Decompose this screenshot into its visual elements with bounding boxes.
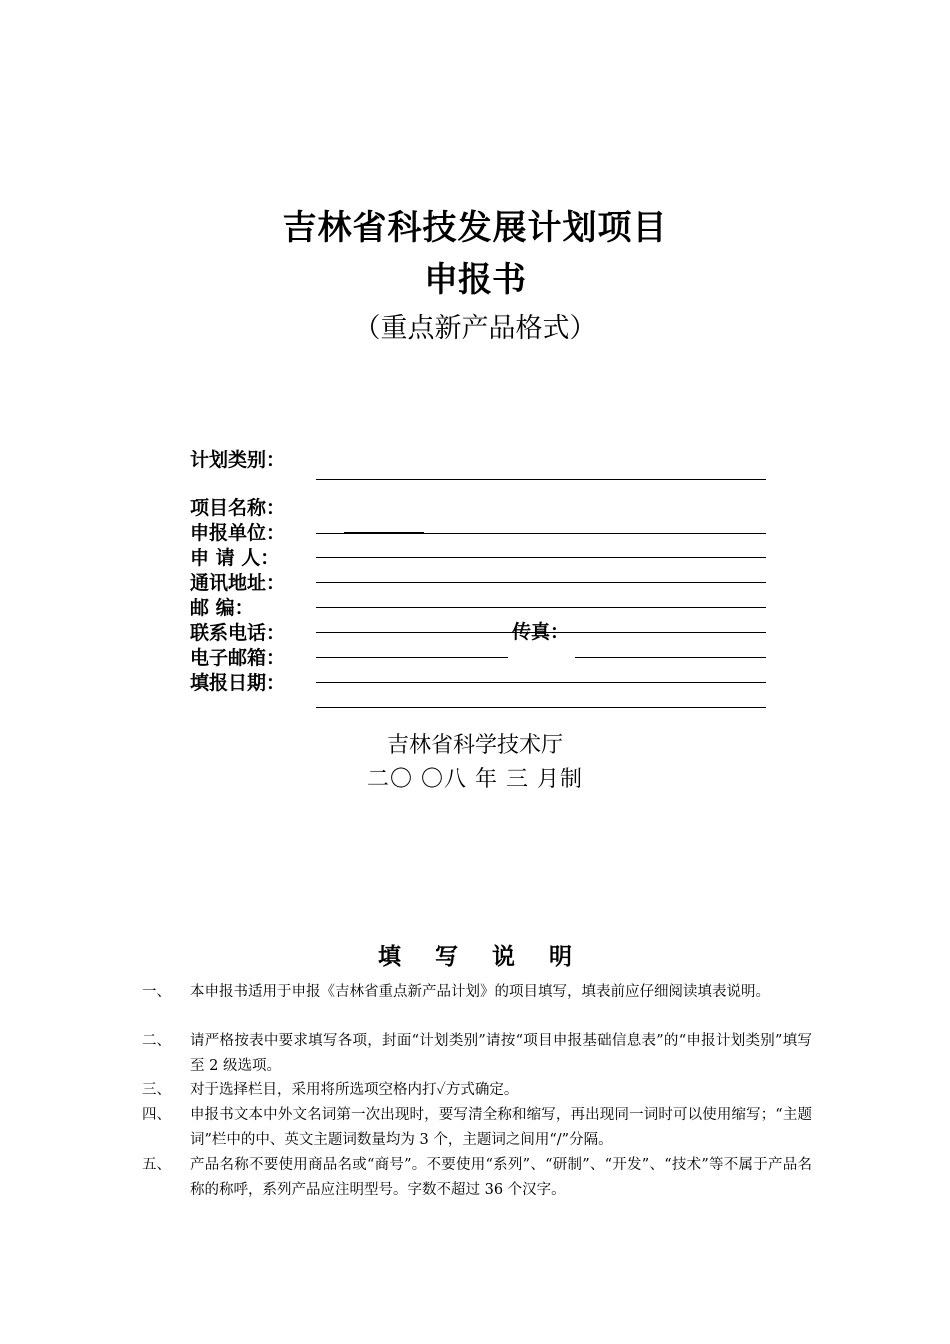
applicant-line[interactable]	[316, 582, 766, 583]
project-name-line[interactable]	[316, 533, 766, 534]
applicant-label: 申 请 人：	[190, 547, 280, 569]
postcode-label: 邮 编：	[190, 597, 254, 619]
project-name-label: 项目名称：	[190, 497, 286, 519]
instruction-item	[142, 1029, 812, 1079]
address-label: 通讯地址：	[190, 572, 286, 594]
issuer-org: 吉林省科学技术厅	[386, 733, 563, 758]
instruction-item	[142, 1153, 812, 1203]
applicant-unit-label: 申报单位：	[190, 522, 286, 544]
cover-format-note: （重点新产品格式）	[353, 313, 597, 344]
instruction-number: 五、	[142, 1157, 171, 1173]
instruction-item	[142, 1078, 812, 1103]
issue-date: 二〇 〇八 年 三 月制	[367, 767, 583, 792]
email-label: 电子邮箱：	[190, 647, 286, 669]
applicant-unit-line[interactable]	[316, 557, 766, 558]
instruction-item	[142, 1103, 812, 1153]
instruction-item	[142, 980, 812, 1005]
cover-title: 吉林省科技发展计划项目	[282, 208, 668, 248]
instruction-text: 请严格按表中要求填写各项，封面“计划类别”请按“项目申报基础信息表”的“申报计划类别”填写至 2 级选项。	[190, 1033, 812, 1074]
fax-label: 传真：	[512, 621, 570, 643]
date-label: 填报日期：	[190, 672, 286, 694]
instruction-number: 四、	[142, 1107, 171, 1123]
address-line[interactable]	[316, 607, 766, 608]
phone-label: 联系电话：	[190, 622, 286, 644]
plan-type-label: 计划类别：	[190, 449, 286, 471]
instruction-text: 对于选择栏目，采用将所选项空格内打✓方式确定。	[190, 1082, 519, 1098]
phone-line[interactable]	[316, 657, 508, 658]
fax-line[interactable]	[575, 657, 766, 658]
date-line[interactable]	[316, 707, 766, 708]
instruction-number: 一、	[142, 984, 171, 1000]
instruction-text: 产品名称不要使用商品名或“商号”。不要使用“系列”、“研制”、“开发”、“技术”等不属于产品名称的称呼，系列产品应注明型号。字数不超过 36 个汉字。	[190, 1157, 813, 1198]
instruction-text: 本申报书适用于申报《吉林省重点新产品计划》的项目填写，填表前应仔细阅读填表说明。	[190, 984, 770, 1000]
instructions-title: 填写说明	[378, 944, 606, 970]
instruction-number: 三、	[142, 1082, 171, 1098]
instruction-number: 二、	[142, 1033, 171, 1049]
instruction-text: 申报书文本中外文名词第一次出现时，要写清全称和缩写，再出现同一词时可以使用缩写；“主题词”栏中的中、英文主题词数量均为 3 个，主题词之间用“/”分隔。	[190, 1107, 812, 1148]
email-line[interactable]	[316, 682, 766, 683]
plan-type-line[interactable]	[316, 479, 766, 480]
cover-subtitle: 申报书	[424, 260, 526, 300]
